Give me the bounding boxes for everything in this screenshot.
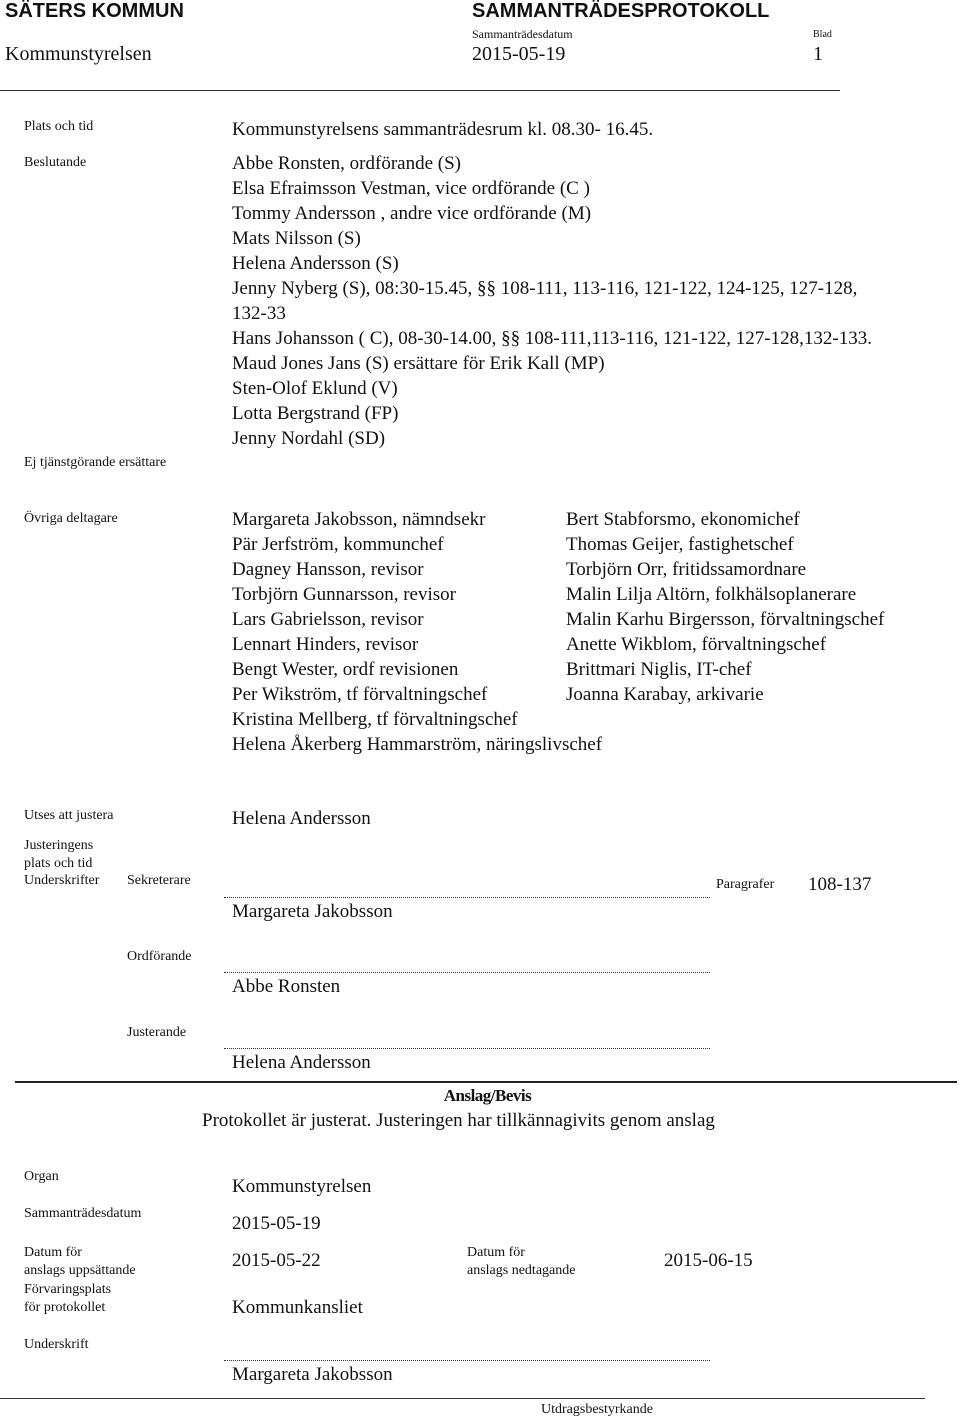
notice-divider bbox=[15, 1081, 957, 1083]
participant: Lennart Hinders, revisor bbox=[232, 634, 419, 655]
participant: Kristina Mellberg, tf förvaltningschef bbox=[232, 709, 518, 730]
secretary-name: Margareta Jakobsson bbox=[232, 901, 393, 922]
deciding-item: Abbe Ronsten, ordförande (S) bbox=[232, 153, 462, 174]
participant: Bengt Wester, ordf revisionen bbox=[232, 659, 459, 680]
storage-value: Kommunkansliet bbox=[232, 1297, 363, 1318]
participant: Lars Gabrielsson, revisor bbox=[232, 609, 424, 630]
posting-date-value: 2015-05-22 bbox=[232, 1250, 321, 1271]
participant: Joanna Karabay, arkivarie bbox=[566, 684, 764, 705]
page-label: Blad bbox=[813, 29, 832, 40]
label-secretary: Sekreterare bbox=[127, 873, 191, 888]
label-to-adjust: Utses att justera bbox=[24, 808, 114, 823]
deciding-item: 132-33 bbox=[232, 303, 286, 324]
place-time: Kommunstyrelsens sammanträdesrum kl. 08.30- 16.45. bbox=[232, 119, 654, 140]
deciding-item: Lotta Bergstrand (FP) bbox=[232, 403, 399, 424]
chair-name: Abbe Ronsten bbox=[232, 976, 341, 997]
date-label: Sammanträdesdatum bbox=[472, 27, 573, 41]
label-takedown-date: Datum för anslags nedtagande bbox=[467, 1245, 576, 1278]
participant: Torbjörn Gunnarsson, revisor bbox=[232, 584, 456, 605]
participants-left bbox=[232, 507, 602, 757]
participant: Anette Wikblom, förvaltningschef bbox=[566, 634, 827, 655]
deciding-item: Maud Jones Jans (S) ersättare för Erik Kall (MP) bbox=[232, 353, 605, 374]
participant: Torbjörn Orr, fritidssamordnare bbox=[566, 559, 807, 580]
signature-line[interactable] bbox=[224, 1360, 710, 1361]
chair-signature-line[interactable] bbox=[224, 972, 710, 973]
participants-right bbox=[566, 507, 884, 707]
label-other-participants: Övriga deltagare bbox=[24, 511, 118, 526]
label-signature: Underskrift bbox=[24, 1337, 89, 1352]
meeting-date: 2015-05-19 bbox=[472, 43, 566, 65]
participant: Dagney Hansson, revisor bbox=[232, 559, 424, 580]
deciding-item: Sten-Olof Eklund (V) bbox=[232, 378, 398, 399]
adjuster-signature-line[interactable] bbox=[224, 1048, 710, 1049]
deciding-item: Elsa Efraimsson Vestman, vice ordförande (C ) bbox=[232, 178, 590, 199]
label-adjust-place-time: Justeringens plats och tid bbox=[24, 838, 94, 871]
participant: Per Wikström, tf förvaltningschef bbox=[232, 684, 488, 705]
participant: Bert Stabforsmo, ekonomichef bbox=[566, 509, 800, 530]
deciding-item: Jenny Nordahl (SD) bbox=[232, 428, 386, 449]
signature-name: Margareta Jakobsson bbox=[232, 1364, 393, 1385]
label-place-time: Plats och tid bbox=[24, 119, 94, 134]
body-name: Kommunstyrelsen bbox=[5, 43, 152, 65]
org-name: SÄTERS KOMMUN bbox=[5, 0, 184, 22]
participant: Malin Lilja Altörn, folkhälsoplanerare bbox=[566, 584, 857, 605]
label-non-serving-subs: Ej tjänstgörande ersättare bbox=[24, 455, 167, 470]
deciding-list bbox=[232, 151, 872, 451]
deciding-item: Tommy Andersson , andre vice ordförande (M) bbox=[232, 203, 592, 224]
participant: Thomas Geijer, fastighetschef bbox=[566, 534, 794, 555]
deciding-item: Jenny Nyberg (S), 08:30-15.45, §§ 108-111, 113-116, 121-122, 124-125, 127-128, bbox=[232, 278, 858, 299]
organ-value: Kommunstyrelsen bbox=[232, 1176, 372, 1197]
deciding-item: Helena Andersson (S) bbox=[232, 253, 399, 274]
deciding-item: Mats Nilsson (S) bbox=[232, 228, 361, 249]
participant: Margareta Jakobsson, nämndsekr bbox=[232, 509, 486, 530]
footer-divider bbox=[0, 1398, 925, 1399]
secretary-signature-line[interactable] bbox=[224, 897, 710, 898]
deciding-item: Hans Johansson ( C), 08-30-14.00, §§ 108-111,113-116, 121-122, 127-128,132-133. bbox=[232, 328, 872, 349]
meeting-date-value: 2015-05-19 bbox=[232, 1213, 321, 1234]
doc-type: SAMMANTRÄDESPROTOKOLL bbox=[472, 0, 770, 22]
participant: Brittmari Niglis, IT-chef bbox=[566, 659, 752, 680]
label-meeting-date: Sammanträdesdatum bbox=[24, 1206, 142, 1221]
participant: Pär Jerfström, kommunchef bbox=[232, 534, 444, 555]
label-adjuster: Justerande bbox=[127, 1025, 187, 1040]
certified-label: Utdragsbestyrkande bbox=[541, 1402, 653, 1417]
participant: Malin Karhu Birgersson, förvaltningschef bbox=[566, 609, 885, 630]
label-chair: Ordförande bbox=[127, 949, 192, 964]
adjuster-sign-name: Helena Andersson bbox=[232, 1052, 371, 1073]
paragraphs-value: 108-137 bbox=[808, 874, 872, 895]
label-posting-date: Datum för anslags uppsättande bbox=[24, 1245, 136, 1278]
label-signatures: Underskrifter bbox=[24, 873, 100, 888]
notice-text: Protokollet är justerat. Justeringen har tillkännagivits genom anslag bbox=[202, 1110, 715, 1131]
label-paragraphs: Paragrafer bbox=[716, 877, 775, 892]
label-deciding: Beslutande bbox=[24, 155, 87, 170]
label-organ: Organ bbox=[24, 1169, 59, 1184]
page-number: 1 bbox=[813, 43, 823, 65]
notice-title: Anslag/Bevis bbox=[443, 1086, 532, 1105]
participant: Helena Åkerberg Hammarström, näringslivschef bbox=[232, 734, 603, 755]
header-divider bbox=[0, 90, 840, 91]
adjuster-name: Helena Andersson bbox=[232, 808, 371, 829]
takedown-date-value: 2015-06-15 bbox=[664, 1250, 753, 1271]
label-storage: Förvaringsplats för protokollet bbox=[24, 1282, 112, 1315]
